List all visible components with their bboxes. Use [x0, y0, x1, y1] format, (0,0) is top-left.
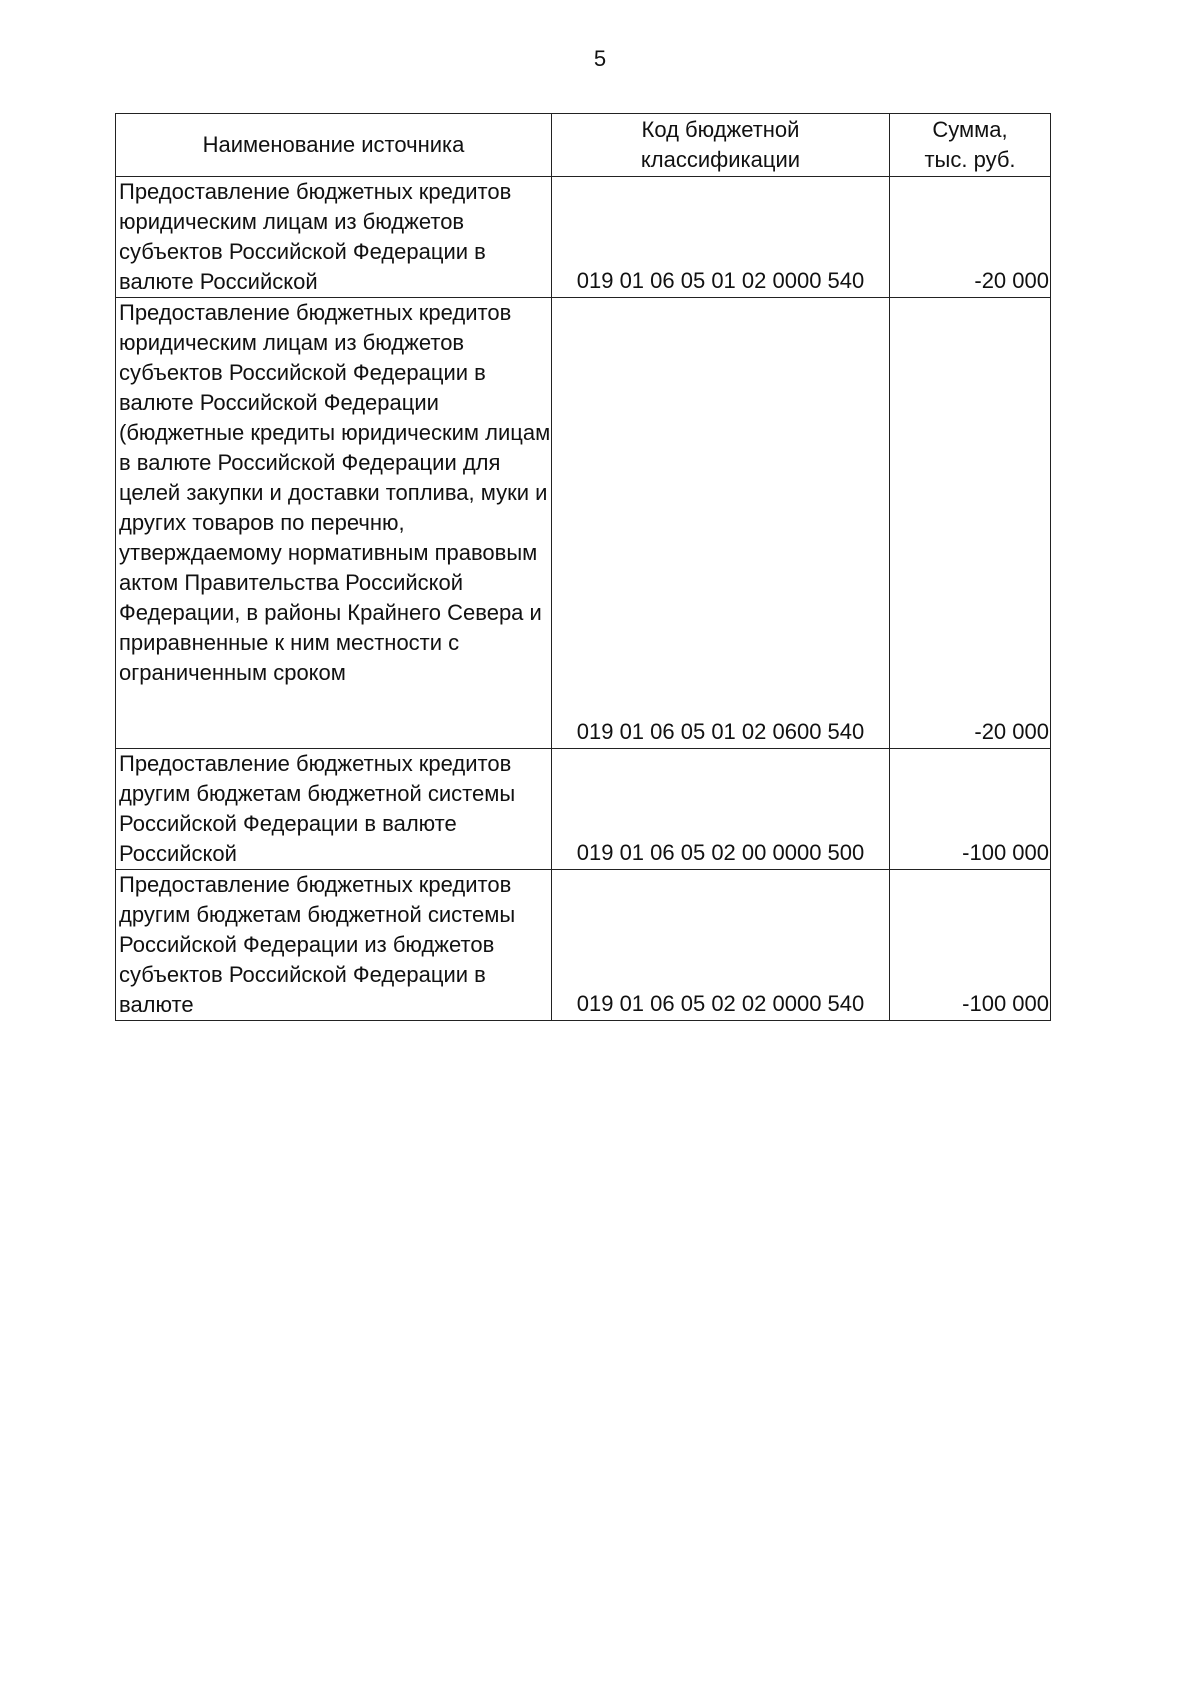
header-source-name: [116, 114, 552, 177]
sum-cell: [890, 177, 1051, 298]
table-row: [116, 749, 1051, 870]
budget-code-cell: [552, 749, 890, 870]
sum-value: -20 000: [974, 268, 1049, 293]
sum-cell: [890, 298, 1051, 749]
source-name: Предоставление бюджетных кредитов юридическим лицам из бюджетов субъектов Российской Федерации в валюте Российской: [119, 179, 512, 294]
source-name: Предоставление бюджетных кредитов другим бюджетам бюджетной системы Российской Федерации из бюджетов субъектов Российской Федерации в валюте: [119, 872, 516, 1017]
header-budget-code-line1: Код бюджетной: [641, 117, 800, 142]
source-name-cell: [116, 298, 552, 749]
budget-code: 019 01 06 05 01 02 0600 540: [576, 719, 865, 744]
header-budget-code: [552, 114, 890, 177]
sum-cell: [890, 870, 1051, 1021]
header-sum: [890, 114, 1051, 177]
sum-value: -100 000: [962, 840, 1049, 865]
budget-code: 019 01 06 05 02 00 0000 500: [576, 840, 865, 865]
budget-sources-table: [115, 113, 1051, 1021]
sum-value: -20 000: [974, 719, 1049, 744]
budget-code: 019 01 06 05 02 02 0000 540: [576, 991, 865, 1016]
sum-value: -100 000: [962, 991, 1049, 1016]
header-budget-code-line2: классификации: [640, 147, 801, 172]
source-name: Предоставление бюджетных кредитов юридическим лицам из бюджетов субъектов Российской Федерации в валюте Российской Федерации (бюджетные кредиты юридическим лицам в валюте Российской Федерации для целей закупки и доставки топлива, муки и других товаров по перечню, утверждаемому нормативным правовым актом Правительства Российской Федерации, в районы Крайнего Севера и приравненные к ним местности с ограниченным сроком: [119, 300, 551, 685]
table-row: [116, 298, 1051, 749]
header-sum-line1: Сумма,: [932, 117, 1008, 142]
budget-code-cell: [552, 870, 890, 1021]
source-name-cell: [116, 870, 552, 1021]
header-source-name-label: Наименование источника: [202, 132, 465, 157]
header-sum-line2: тыс. руб.: [924, 147, 1016, 172]
budget-code: 019 01 06 05 01 02 0000 540: [576, 268, 865, 293]
table-header-row: [116, 114, 1051, 177]
source-name-cell: [116, 749, 552, 870]
source-name: Предоставление бюджетных кредитов другим бюджетам бюджетной системы Российской Федерации в валюте Российской: [119, 751, 516, 866]
page-number: 5: [593, 46, 607, 71]
budget-code-cell: [552, 298, 890, 749]
table-row: [116, 177, 1051, 298]
source-name-cell: [116, 177, 552, 298]
sum-cell: [890, 749, 1051, 870]
table-row: [116, 870, 1051, 1021]
budget-code-cell: [552, 177, 890, 298]
